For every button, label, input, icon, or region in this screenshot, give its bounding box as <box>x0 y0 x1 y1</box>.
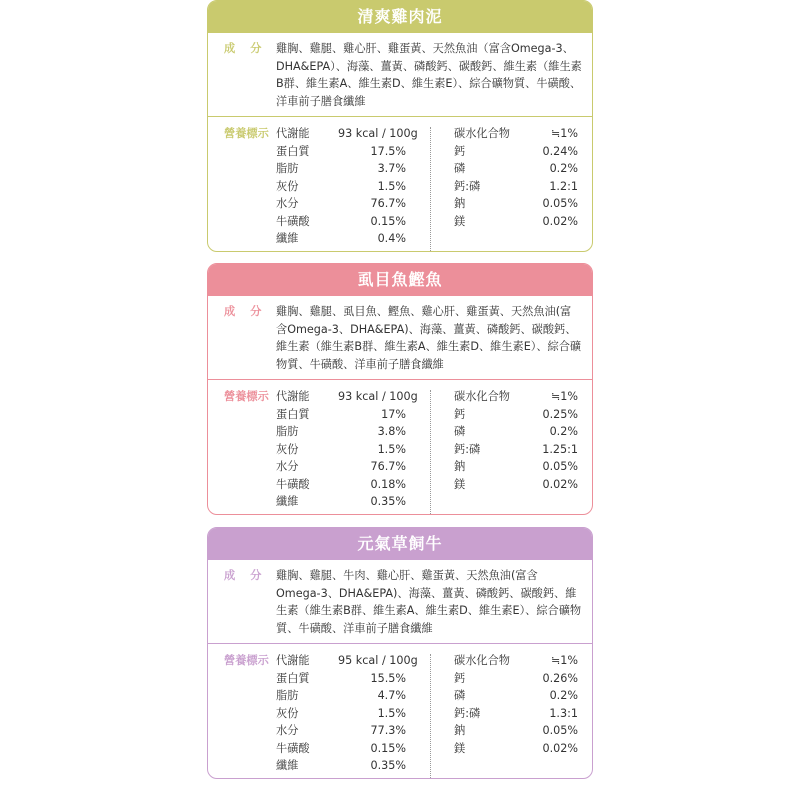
nutrient-value: 0.24% <box>542 144 578 158</box>
ingredients-label: 成分 <box>224 42 277 55</box>
nutrient-value: 1.3:1 <box>549 706 578 720</box>
nutrient-name: 碳水化合物 <box>454 390 510 403</box>
nutrient-name: 代謝能 <box>276 654 310 667</box>
nutrient-name: 纖維 <box>276 759 299 772</box>
column-separator <box>430 127 431 252</box>
nutrient-value: 0.4% <box>377 232 406 245</box>
nutrient-value: 0.2% <box>549 162 578 175</box>
nutrition-section <box>208 117 592 252</box>
nutrient-name: 脂肪 <box>276 425 299 438</box>
left-values-column <box>338 388 418 511</box>
nutrient-value: 0.26% <box>542 671 578 685</box>
card-title: 清爽雞肉泥 <box>208 1 592 33</box>
nutrient-name: 脂肪 <box>276 689 299 702</box>
nutrient-value: 0.2% <box>549 689 578 702</box>
nutrient-value: 0.35% <box>370 759 406 772</box>
nutrient-value: ≒1% <box>550 127 578 140</box>
nutrient-value: 4.7% <box>377 689 406 702</box>
ingredients-label: 成分 <box>224 305 277 318</box>
ingredients-section <box>208 560 592 643</box>
nutrient-name: 磷 <box>454 162 466 175</box>
nutrient-value: 0.25% <box>542 407 578 421</box>
nutrient-value: 1.2:1 <box>549 179 578 193</box>
nutrient-value: 0.02% <box>542 741 578 755</box>
nutrition-label: 營養標示 <box>224 654 269 667</box>
nutrient-value: 17.5% <box>370 144 406 158</box>
right-values-column <box>508 652 578 757</box>
nutrient-name: 鈉 <box>454 197 466 210</box>
card-title: 元氣草飼牛 <box>208 528 592 560</box>
nutrient-name: 鈣 <box>454 407 466 421</box>
ingredients-text: 雞胸、雞腿、雞心肝、雞蛋黃、天然魚油（富含Omega-3、DHA&EPA）、海藻、薑黃、磷酸鈣、碳酸鈣、維生素（維生素B群、維生素A、維生素D、維生素E）、綜合礦物質、牛磺酸、洋車前子膳食纖維 <box>276 42 582 108</box>
ingredients-text: 雞胸、雞腿、虱目魚、鰹魚、雞心肝、雞蛋黃、天然魚油(富含Omega-3、DHA&EPA)、海藻、薑黃、磷酸鈣、碳酸鈣、維生素（維生素B群、維生素A、維生素D、維生素E）、綜合礦物質、牛磺酸、洋車前子膳食纖維 <box>276 305 582 371</box>
nutrient-name: 灰份 <box>276 442 299 456</box>
nutrient-name: 代謝能 <box>276 127 310 140</box>
right-values-column <box>508 388 578 493</box>
nutrient-value: ≒1% <box>550 390 578 403</box>
ingredients-label: 成分 <box>224 569 277 582</box>
nutrient-name: 鈣 <box>454 144 466 158</box>
nutrient-name: 鎂 <box>454 214 466 228</box>
left-names-column <box>276 125 310 248</box>
nutrient-name: 蛋白質 <box>276 671 310 685</box>
nutrient-value: 3.8% <box>377 425 406 438</box>
nutrient-name: 脂肪 <box>276 162 299 175</box>
nutrient-name: 灰份 <box>276 706 299 720</box>
nutrient-name: 纖維 <box>276 232 299 245</box>
nutrition-label: 營養標示 <box>224 390 269 403</box>
right-names-column <box>454 388 510 493</box>
nutrient-value: 1.5% <box>377 706 406 720</box>
nutrient-value: 1.5% <box>377 179 406 193</box>
right-names-column <box>454 125 510 230</box>
nutrition-section <box>208 380 592 515</box>
ingredients-text: 雞胸、雞腿、牛肉、雞心肝、雞蛋黃、天然魚油(富含Omega-3、DHA&EPA)、海藻、薑黃、磷酸鈣、碳酸鈣、維生素（維生素B群、維生素A、維生素D、維生素E）、綜合礦物質、牛磺酸、洋車前子膳食纖維 <box>276 569 582 635</box>
nutrient-name: 鈉 <box>454 724 466 737</box>
nutrient-name: 鈣:磷 <box>454 179 481 193</box>
nutrient-value: 17% <box>381 407 406 421</box>
nutrient-name: 碳水化合物 <box>454 127 510 140</box>
nutrient-value: 93 kcal / 100g <box>338 127 418 140</box>
nutrient-value: ≒1% <box>550 654 578 667</box>
nutrient-name: 纖維 <box>276 495 299 508</box>
nutrient-name: 碳水化合物 <box>454 654 510 667</box>
nutrient-name: 水分 <box>276 724 299 737</box>
nutrient-name: 水分 <box>276 460 299 473</box>
nutrient-name: 代謝能 <box>276 390 310 403</box>
column-separator <box>430 654 431 779</box>
nutrition-section <box>208 644 592 779</box>
nutrient-value: 0.02% <box>542 477 578 491</box>
nutrient-name: 牛磺酸 <box>276 214 310 228</box>
nutrient-name: 灰份 <box>276 179 299 193</box>
nutrient-value: 0.05% <box>542 724 578 737</box>
nutrient-name: 鎂 <box>454 741 466 755</box>
nutrient-value: 0.2% <box>549 425 578 438</box>
nutrient-value: 1.5% <box>377 442 406 456</box>
card-title: 虱目魚鰹魚 <box>208 264 592 296</box>
right-names-column <box>454 652 510 757</box>
nutrient-name: 蛋白質 <box>276 144 310 158</box>
nutrient-value: 3.7% <box>377 162 406 175</box>
nutrient-value: 1.25:1 <box>542 442 578 456</box>
nutrient-name: 鎂 <box>454 477 466 491</box>
nutrient-value: 0.05% <box>542 197 578 210</box>
nutrient-name: 鈉 <box>454 460 466 473</box>
nutrient-value: 0.15% <box>370 741 406 755</box>
nutrient-value: 76.7% <box>370 197 406 210</box>
product-card <box>207 0 593 252</box>
left-names-column <box>276 652 310 775</box>
nutrient-value: 93 kcal / 100g <box>338 390 418 403</box>
ingredients-section <box>208 33 592 116</box>
nutrient-value: 76.7% <box>370 460 406 473</box>
nutrient-name: 鈣:磷 <box>454 442 481 456</box>
left-values-column <box>338 652 418 775</box>
nutrient-value: 15.5% <box>370 671 406 685</box>
product-card <box>207 527 593 779</box>
nutrient-name: 鈣:磷 <box>454 706 481 720</box>
nutrient-name: 鈣 <box>454 671 466 685</box>
nutrient-name: 水分 <box>276 197 299 210</box>
nutrient-value: 0.05% <box>542 460 578 473</box>
nutrient-name: 磷 <box>454 425 466 438</box>
left-names-column <box>276 388 310 511</box>
nutrient-name: 牛磺酸 <box>276 477 310 491</box>
nutrient-value: 0.35% <box>370 495 406 508</box>
nutrient-value: 0.15% <box>370 214 406 228</box>
product-card <box>207 263 593 515</box>
nutrient-name: 蛋白質 <box>276 407 310 421</box>
left-values-column <box>338 125 418 248</box>
nutrient-value: 0.18% <box>370 477 406 491</box>
nutrient-value: 95 kcal / 100g <box>338 654 418 667</box>
nutrient-value: 77.3% <box>370 724 406 737</box>
ingredients-section <box>208 296 592 379</box>
nutrient-name: 磷 <box>454 689 466 702</box>
column-separator <box>430 390 431 515</box>
right-values-column <box>508 125 578 230</box>
nutrition-label: 營養標示 <box>224 127 269 140</box>
nutrient-name: 牛磺酸 <box>276 741 310 755</box>
nutrient-value: 0.02% <box>542 214 578 228</box>
